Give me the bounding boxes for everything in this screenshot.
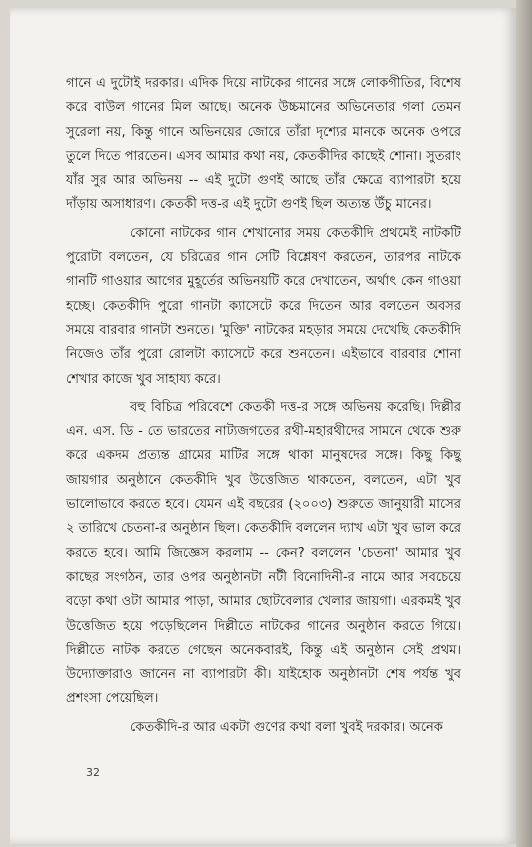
book-page bbox=[10, 8, 516, 844]
paragraph-3: বহু বিচিত্র পরিবেশে কেতকী দত্ত-র সঙ্গে অভিনয় করেছি। দিল্লীর এন. এস. ডি - তে ভারতের নাট্যজগতের রথী-মহারথীদের সামনে থেকে শুরু করে একদম প্রত্যন্ত গ্রামের মাটির সঙ্গে থাকা মানুষদের সঙ্গে। কিছু কিছু জায়গার অনুষ্ঠানে কেতকীদি খুব উত্তেজিত থাকতেন, বলতেন, এটা খুব ভালোভাবে করতে হবে। যেমন এই বছরের (২০০৩) শুরুতে জানুয়ারী মাসের ২ তারিখে চেতনা-র অনুষ্ঠান ছিল। কেতকীদি বললেন দ্যাখ এটা খুব ভাল করে করতে হবে। আমি জিজ্ঞেস করলাম -- কেন? বললেন 'চেতনা' আমার খুব কাছের সংগঠন, তার ওপর অনুষ্ঠানটা নটী বিনোদিনী-র নামে আর সবচেয়ে বড়ো কথা ওটা আমার পাড়া, আমার ছোটবেলার খেলার জায়গা। এরকমই খুব উত্তেজিত হয়ে পড়েছিলেন দিল্লীতে নাটকের গানের অনুষ্ঠান করতে গিয়ে। দিল্লীতে নাটক করতে গেছেন অনেকবারই, কিন্তু এই অনুষ্ঠান সেই প্রথম। উদ্যোক্তারাও জানেন না ব্যাপারটা কী। যাইহোক অনুষ্ঠানটা শেষ পর্যন্ত খুব প্রশংসা পেয়েছিল। bbox=[66, 399, 461, 707]
paragraph-2: কোনো নাটকের গান শেখানোর সময় কেতকীদি প্রথমেই নাটকটি পুরোটা বলতেন, যে চরিত্রের গান সেটি বিশ্লেষণ করতেন, তারপর নাটকে গানটি গাওয়ার আগের মুহূর্তের অভিনয়টি করে দেখাতেন, অর্থাৎ কেন গাওয়া হচ্ছে। কেতকীদি পুরো গানটা ক্যাসেটে করে দিতেন আর বলতেন অবসর সময়ে বারবার গানটা শুনতে। 'মুক্তি' নাটকের মহড়ার সময়ে দেখেছি কেতকীদি নিজেও তাঁর পুরো রোলটা ক্যাসেটে করে শুনতেন। এইভাবে বারবার শোনা শেখার কাজে খুব সাহায্য করে। bbox=[66, 225, 461, 387]
body-text bbox=[66, 72, 461, 740]
page-number: 32 bbox=[86, 766, 100, 779]
book-spine bbox=[516, 0, 532, 847]
paragraph-1: গানে এ দুটোই দরকার। এদিক দিয়ে নাটকের গানের সঙ্গে লোকগীতির, বিশেষ করে বাউল গানের মিল আছে। অনেক উচ্চমানের অভিনেতার গলা তেমন সুরেলা নয়, কিন্তু গানে অভিনয়ের জোরে তাঁরা দৃশ্যের মানকে অনেক ওপরে তুলে দিতে পারতেন। এসব আমার কথা নয়, কেতকীদির কাছেই শোনা। সুতরাং যাঁর সুর আর অভিনয় -- এই দুটো গুণই আছে তাঁর ক্ষেত্রে ব্যাপারটা হয়ে দাঁড়ায় অসাধারণ। কেতকী দত্ত-র এই দুটো গুণই ছিল অত্যন্ত উঁচু মানের। bbox=[66, 76, 461, 213]
paragraph-4: কেতকীদি-র আর একটা গুণের কথা বলা খুবই দরকার। অনেক bbox=[130, 719, 443, 735]
